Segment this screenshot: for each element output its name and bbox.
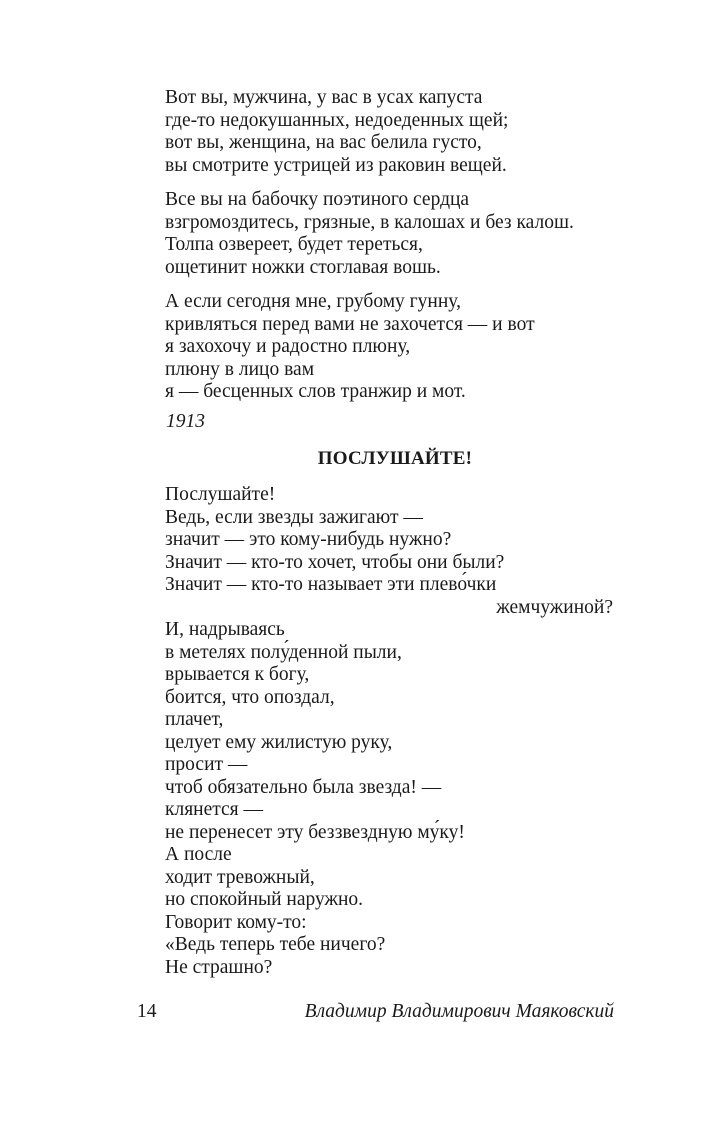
verse-line: ходит тревожный, — [165, 866, 315, 888]
verse-line: клянется — — [165, 799, 264, 820]
verse-line: И, надрываясь — [165, 619, 285, 640]
verse-line: вот вы, женщина, на вас белила густо, — [165, 132, 482, 153]
verse-line: Послушайте! — [165, 484, 276, 505]
verse-line: Все вы на бабочку поэтиного сердца — [165, 189, 470, 210]
verse-line: вы смотрите устрицей из раковин вещей. — [165, 154, 507, 176]
verse-line: «Ведь теперь тебе ничего? — [165, 934, 386, 955]
verse-line: но спокойный наружно. — [165, 889, 364, 910]
running-footer-author: Владимир Владимирович Маяковский — [304, 1001, 614, 1022]
verse-line: не перенесет эту беззвездную му́ку! — [165, 821, 465, 843]
verse-line: целует ему жилистую руку, — [165, 731, 393, 753]
verse-line: я — бесценных слов транжир и мот. — [165, 381, 466, 402]
verse-line: А после — [165, 844, 232, 865]
poem-date: 1913 — [166, 411, 205, 432]
verse-line: плачет, — [165, 709, 224, 730]
verse-line: Ведь, если звезды зажигают — — [165, 506, 423, 528]
stanza-2 — [165, 189, 625, 279]
verse-line: кривляться перед вами не захочется — и вот — [165, 313, 535, 335]
verse-line: Значит — кто-то называет эти плево́чки — [165, 574, 497, 595]
verse-line: где-то недокушанных, недоеденных щей; — [165, 109, 509, 131]
previous-poem-ending — [165, 87, 625, 416]
verse-line: просит — — [165, 754, 248, 775]
verse-line: значит — это кому-нибудь нужно? — [165, 529, 452, 550]
verse-line: Говорит кому-то: — [165, 911, 307, 933]
verse-line: Значит — кто-то хочет, чтобы они были? — [165, 551, 505, 573]
verse-line: Толпа озвереет, будет тереться, — [165, 234, 423, 255]
poem-body — [165, 484, 625, 979]
verse-line: взгромоздитесь, грязные, в калошах и без калош. — [165, 211, 574, 233]
verse-line: плюну в лицо вам — [165, 358, 315, 380]
verse-line: Вот вы, мужчина, у вас в усах капуста — [165, 87, 483, 108]
verse-line: в метелях полу́денной пыли, — [165, 641, 402, 663]
verse-line-indented: жемчужиной? — [496, 596, 613, 618]
verse-line: ощетинит ножки стоглавая вошь. — [165, 256, 441, 278]
stanza-3 — [165, 291, 625, 404]
verse-line: А если сегодня мне, грубому гунну, — [165, 291, 461, 312]
poem-title: ПОСЛУШАЙТЕ! — [317, 448, 473, 469]
stanza-1 — [165, 87, 625, 177]
verse-line: чтоб обязательно была звезда! — — [165, 776, 442, 798]
verse-line: боится, что опоздал, — [165, 686, 335, 708]
verse-line: я захохочу и радостно плюну, — [165, 336, 411, 357]
page-number: 14 — [137, 1001, 157, 1022]
verse-line: Не страшно? — [165, 956, 273, 978]
verse-line: врывается к богу, — [165, 664, 310, 685]
